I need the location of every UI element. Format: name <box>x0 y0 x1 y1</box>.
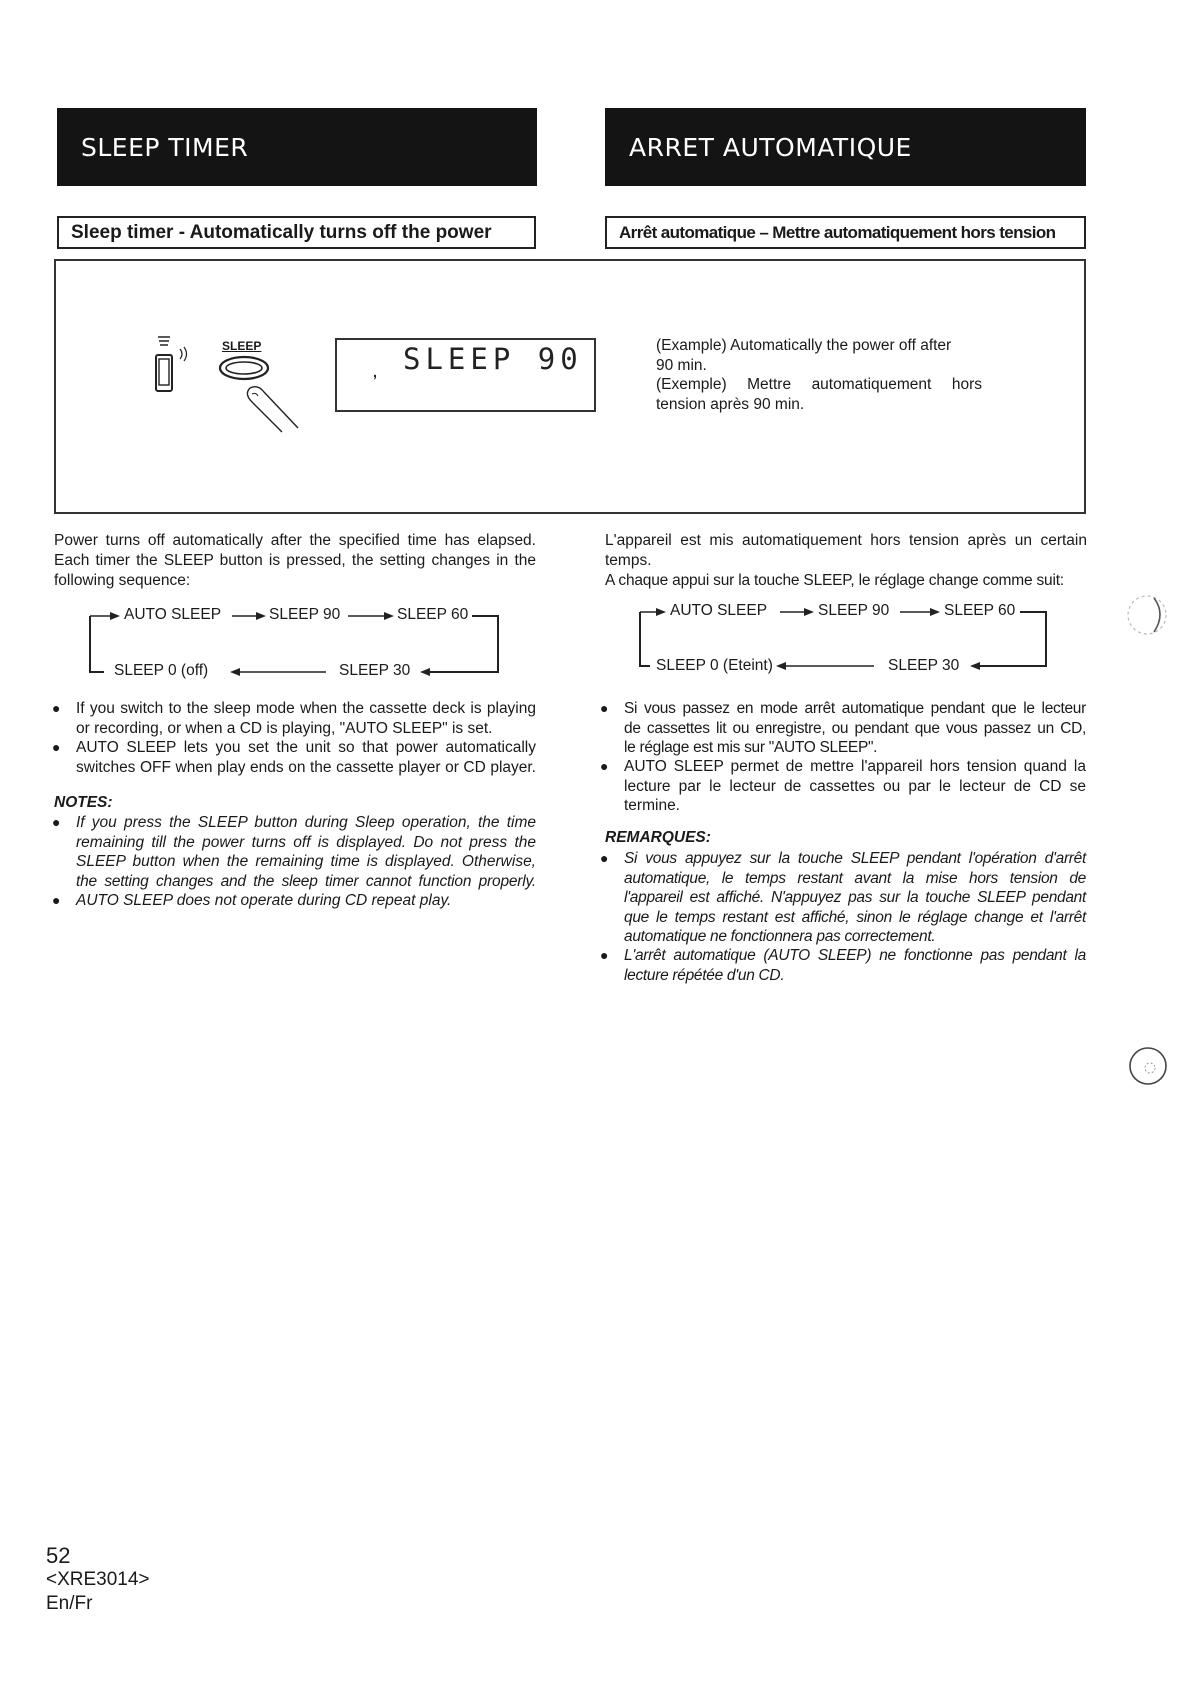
bullet-icon: ● <box>52 739 61 755</box>
left-note-2 <box>52 891 536 911</box>
note-line: SLEEP button when the remaining time is displayed. Otherwise, <box>76 853 536 870</box>
lcd-display <box>335 338 596 412</box>
language-code: En/Fr <box>46 1593 93 1614</box>
right-seq-sleep-30: SLEEP 30 <box>888 657 960 674</box>
left-section-banner <box>57 108 537 186</box>
note-line: que le temps restant est affiché, sinon le réglage change et l'arrêt <box>624 908 1086 926</box>
right-seq-sleep-60: SLEEP 60 <box>944 602 1016 619</box>
intro-line: Each timer the SLEEP button is pressed, the setting changes in the <box>54 552 536 569</box>
figure-caption <box>656 336 982 414</box>
note-line: remaining till the power turns off is displayed. Do not press the <box>76 833 536 851</box>
right-banner-title: ARRET AUTOMATIQUE <box>629 132 912 162</box>
bullet-line: lecture par le lecteur de cassettes ou par le lecteur de CD se <box>624 777 1086 795</box>
left-notes-heading: NOTES: <box>54 794 113 811</box>
note-line: l'appareil est affiché. N'appuyez pas sur la touche SLEEP pendant <box>624 889 1086 906</box>
left-subtitle: Sleep timer - Automatically turns off the power <box>71 221 492 243</box>
page-number: 52 <box>46 1543 71 1568</box>
right-note-2 <box>600 946 1086 985</box>
note-line: lecture répétée d'un CD. <box>624 966 785 984</box>
right-seq-sleep-90: SLEEP 90 <box>818 602 890 619</box>
lcd-display-text: SLEEP 90 <box>403 342 583 376</box>
left-banner-title: SLEEP TIMER <box>81 132 249 162</box>
left-seq-sleep-90: SLEEP 90 <box>269 606 341 623</box>
bullet-icon: ● <box>600 758 609 774</box>
signal-waves-icon <box>178 345 190 363</box>
note-line: automatique ne fonctionnera pas correctement. <box>624 928 936 945</box>
caption-line: 90 min. <box>656 356 707 374</box>
left-subtitle-box <box>57 216 536 249</box>
right-seq-auto-sleep: AUTO SLEEP <box>670 602 768 619</box>
bullet-line: If you switch to the sleep mode when the cassette deck is playing <box>76 700 536 717</box>
note-line: Si vous appuyez sur la touche SLEEP pendant l'opération d'arrêt <box>624 850 1086 867</box>
caption-line: (Exemple) Mettre automatiquement hors <box>656 376 982 393</box>
left-seq-sleep-60: SLEEP 60 <box>397 606 469 623</box>
right-note-1 <box>600 849 1086 947</box>
bullet-line: AUTO SLEEP lets you set the unit so that power automatically <box>76 739 536 756</box>
note-line: automatique, le temps restant avant la mise hors tension de <box>624 869 1086 887</box>
note-line: L'arrêt automatique (AUTO SLEEP) ne fonctionne pas pendant la <box>624 947 1086 964</box>
bullet-line: switches OFF when play ends on the cassette player or CD player. <box>76 758 536 776</box>
bullet-icon: ● <box>600 850 609 866</box>
bullet-line: Si vous passez en mode arrêt automatique pendant que le lecteur <box>624 700 1086 717</box>
left-intro <box>54 531 536 591</box>
intro-line: A chaque appui sur la touche SLEEP, le réglage change comme suit: <box>605 572 1064 589</box>
bullet-line: le réglage est mis sur "AUTO SLEEP". <box>624 739 878 756</box>
intro-line: following sequence: <box>54 572 191 589</box>
right-notes-heading: REMARQUES: <box>605 829 711 846</box>
bullet-icon: ● <box>52 700 61 716</box>
note-line: If you press the SLEEP button during Sleep operation, the time <box>76 814 536 831</box>
right-section-banner <box>605 108 1086 186</box>
left-seq-sleep-0: SLEEP 0 (off) <box>114 662 209 679</box>
pressing-finger-icon <box>242 384 306 436</box>
bullet-line: AUTO SLEEP permet de mettre l'appareil hors tension quand la <box>624 758 1086 775</box>
binder-hole-icon <box>1126 1044 1170 1088</box>
bullet-line: or recording, or when a CD is playing, "AUTO SLEEP" is set. <box>76 719 493 737</box>
left-bullet-1 <box>52 699 536 738</box>
bullet-icon: ● <box>600 700 609 716</box>
caption-line: tension après 90 min. <box>656 395 805 413</box>
right-subtitle-box <box>605 216 1086 249</box>
lcd-indicator-mark: , <box>373 364 377 380</box>
bullet-icon: ● <box>600 947 609 963</box>
right-bullet-2 <box>600 757 1086 816</box>
left-note-1 <box>52 813 536 891</box>
intro-line: L'appareil est mis automatiquement hors tension après un certain <box>605 532 1087 549</box>
bullet-line: termine. <box>624 797 680 814</box>
sleep-button-label: SLEEP <box>222 339 262 353</box>
intro-line: temps. <box>605 552 652 569</box>
left-seq-sleep-30: SLEEP 30 <box>339 662 411 679</box>
model-code: <XRE3014> <box>46 1569 150 1590</box>
left-bullet-2 <box>52 738 536 777</box>
note-line: the setting changes and the sleep timer cannot function properly. <box>76 872 536 890</box>
remote-control-icon <box>152 333 178 395</box>
page-footer <box>46 1544 150 1616</box>
bullet-icon: ● <box>52 892 61 908</box>
note-line: AUTO SLEEP does not operate during CD repeat play. <box>76 892 452 909</box>
bullet-line: de cassettes lit ou enregistre, ou pendant que vous passez un CD, <box>624 719 1086 737</box>
bullet-icon: ● <box>52 814 61 830</box>
caption-line: (Example) Automatically the power off after <box>656 337 952 354</box>
right-intro <box>605 531 1087 591</box>
right-seq-sleep-0: SLEEP 0 (Eteint) <box>656 657 773 674</box>
right-subtitle: Arrêt automatique – Mettre automatiquement hors tension <box>619 222 1056 242</box>
intro-line: Power turns off automatically after the specified time has elapsed. <box>54 532 536 549</box>
right-bullet-1 <box>600 699 1086 758</box>
binder-hole-icon <box>1124 592 1170 638</box>
left-seq-auto-sleep: AUTO SLEEP <box>124 606 222 623</box>
